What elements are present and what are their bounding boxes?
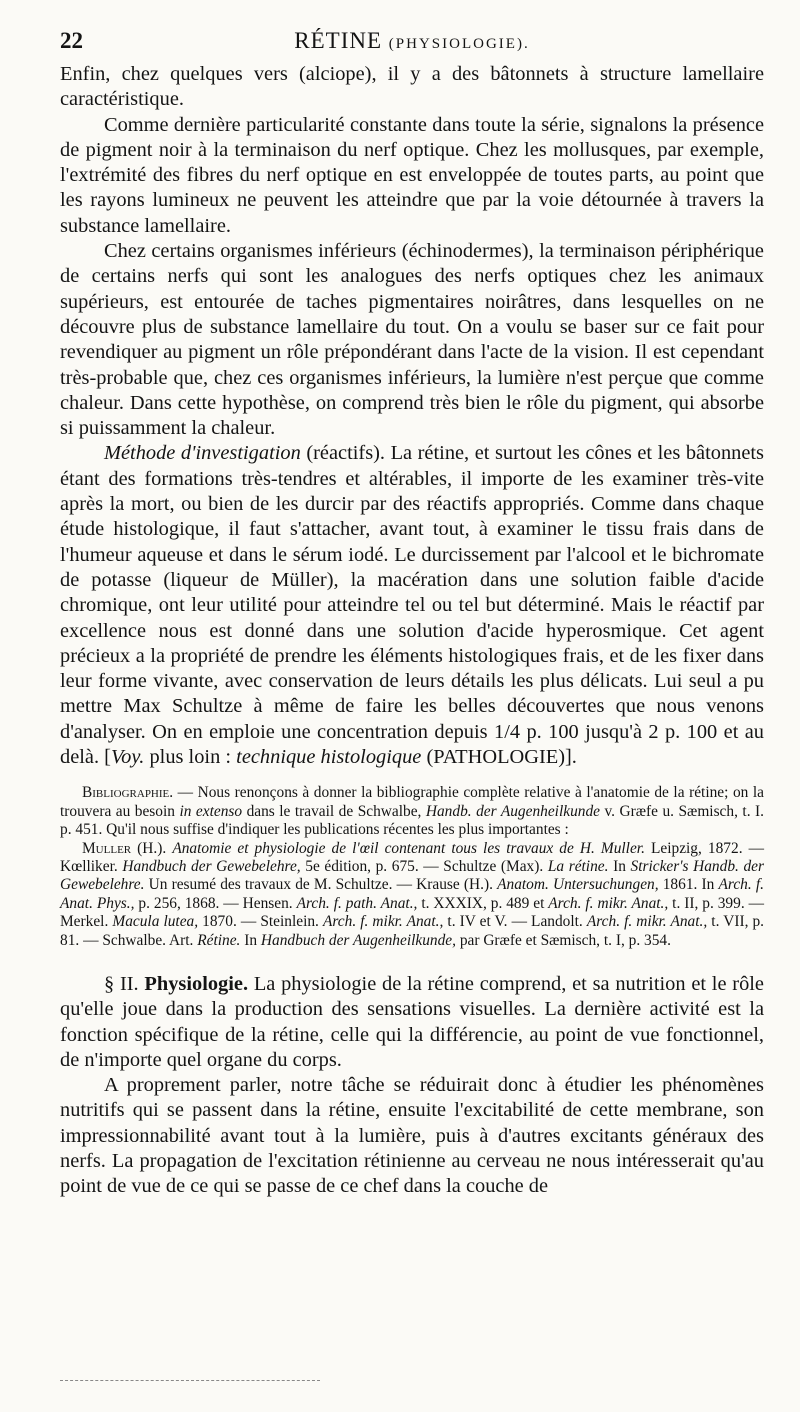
- bibliography: [60, 784, 764, 950]
- ref-title: Handbuch der Gewebelehre,: [122, 857, 301, 875]
- biblio-text-2: dans le travail de Schwalbe,: [242, 802, 426, 820]
- ref-title: Arch. f. Anat. Phys.,: [60, 876, 764, 912]
- ref-muller-title: Anatomie et physiologie de l'œil contenant tous les travaux de H. Muller.: [172, 839, 645, 857]
- methode-end: (PATHOLOGIE)].: [421, 746, 577, 769]
- ref-text: In: [608, 857, 631, 875]
- section-title: Physiologie.: [144, 972, 249, 995]
- ref-text: 1870. — Steinlein.: [198, 913, 323, 931]
- page-number: 22: [60, 28, 83, 53]
- technique-ref: technique histologique: [236, 746, 422, 769]
- running-title-main: RÉTINE: [294, 28, 383, 53]
- ref-text: par Græfe et Sæmisch, t. I, p. 354.: [455, 931, 671, 949]
- paragraph-echinodermes: Chez certains organismes inférieurs (échinodermes), la terminaison périphérique de certains nerfs qui sont les analogues des nerfs optiques chez les animaux supérieurs, est entourée de taches pigmentaires noirâtres, dans lesquelles on ne découvre plus de substance lamellaire du tout. On a voulu se baser sur ce fait pour revendiquer au pigment un rôle prépondérant dans l'acte de la vision. Il est cependant très-probable que, chez ces organismes inférieurs, la lumière n'est perçue que comme chaleur. Dans cette hypothèse, on comprend très bien le rôle du pigment, qui absorbe si puissamment la chaleur.: [60, 240, 764, 440]
- paragraph-methode: [60, 441, 764, 770]
- biblio-handb: Handb. der Augenheilkunde: [425, 802, 600, 820]
- methode-heading: Méthode d'investigation: [104, 442, 301, 465]
- voy-ref: Voy.: [110, 746, 145, 769]
- bibliography-label: Bibliographie.: [82, 784, 174, 802]
- running-title-sub: (PHYSIOLOGIE).: [388, 36, 530, 52]
- biblio-extenso: in extenso: [179, 802, 243, 820]
- ref-title: Stricker's Handb. der Gewebelehre.: [60, 857, 764, 894]
- ref-text: t. IV et V. — Landolt.: [443, 913, 587, 931]
- section-intro-paragraph: [60, 972, 764, 1073]
- ref-text: p. 256, 1868. — Hensen.: [134, 894, 297, 912]
- ref-text: 5e édition, p. 675. — Schultze (Max).: [300, 857, 548, 875]
- ref-text: t. XXXIX, p. 489 et: [417, 894, 549, 912]
- ref-title: Arch. f. mikr. Anat.,: [322, 913, 444, 931]
- paragraph-pigment: Comme dernière particularité constante dans toute la série, signalons la présence de pigment noir à la terminaison du nerf optique. Chez les mollusques, par exemple, l'extrémité des fibres du nerf optique en est enveloppée de toutes parts, au point que les rayons lumineux ne peuvent les atteindre que par la voie détournée à travers la substance lamellaire.: [60, 113, 764, 237]
- ref-text: Un resumé des travaux de M. Schultze. — Krause (H.).: [144, 876, 498, 894]
- page-body: [60, 62, 764, 1200]
- methode-text: (réactifs). La rétine, et surtout les cônes et les bâtonnets étant des formations très-tendres et altérables, il importe de les examiner très-vite après la mort, ou bien de les durcir par des réactifs appropriés. Comme dans chaque étude histologique, il faut s'attacher, avant tout, à examiner le tissu frais dans de l'humeur aqueuse et dans le sérum iodé. Le durcissement par l'alcool et le bichromate de potasse (liqueur de Müller), la macération dans une solution faible d'acide chromique, ont leur utilité pour atteindre tel ou tel but déterminé. Mais le réactif par excellence nous est donné dans une solution d'acide hyperosmique. Cet agent précieux a la propriété de prendre les éléments histologiques frais, et de les fixer dans leur forme vivante, avec conservation de leurs détails les plus délicats. Lui seul a pu mettre Max Schultze à même de faire les belles découvertes que nous venons d'analyser. On en emploie une concentration depuis 1/4 p. 100 jusqu'à 2 p. 100 et au delà. [: [60, 442, 764, 769]
- methode-mid: plus loin :: [144, 746, 237, 769]
- ref-text: 1861. In: [658, 876, 719, 894]
- section-marker: § II.: [104, 972, 139, 995]
- bibliography-references: [60, 840, 764, 950]
- ref-title: Arch. f. path. Anat.,: [296, 894, 418, 912]
- running-title: [60, 28, 764, 54]
- ref-title: Arch. f. mikr. Anat.,: [586, 913, 708, 931]
- section-text-1: La physiologie de la rétine comprend, et sa nutrition et le rôle qu'elle joue dans la production des sensations visuelles. La dernière activité est la fonction spécifique de la rétine, celle qui la différencie, au point de vue fonctionnel, de n'importe quel organe du corps.: [60, 972, 764, 1071]
- footer-rule: [60, 1380, 320, 1381]
- ref-title: Anatom. Untersuchungen,: [497, 876, 659, 894]
- ref-title: Handbuch der Augenheilkunde,: [260, 931, 456, 949]
- ref-title: La rétine.: [547, 857, 609, 875]
- running-header: [60, 22, 764, 58]
- biblio-text-1: — Nous renonçons à donner la bibliographie complète relative à l'anatomie de la rétine; on la trouvera au besoin: [60, 784, 764, 820]
- ref-text: t. II, p. 399. — Merkel.: [60, 894, 764, 931]
- ref-text: t. VII, p. 81. — Schwalbe. Art.: [60, 913, 765, 949]
- ref-text: In: [240, 931, 261, 949]
- section-paragraph-2: A proprement parler, notre tâche se réduirait donc à étudier les phénomènes nutritifs qui se passent dans la rétine, ensuite l'excitabilité de cette membrane, son impressionnabilité avant tout à la lumière, puis à d'autres excitants généraux des nerfs. La propagation de l'excitation rétinienne au cerveau ne nous intéresserait qu'au point de vue de ce qui se passe de ce chef dans la couche de: [60, 1074, 764, 1198]
- ref-title: Macula lutea,: [112, 913, 199, 931]
- paragraph-alciope: Enfin, chez quelques vers (alciope), il y a des bâtonnets à structure lamellaire caractéristique.: [60, 63, 764, 111]
- ref-title: Arch. f. mikr. Anat.,: [548, 894, 669, 912]
- section-physiologie: [60, 972, 764, 1200]
- biblio-text-3: v. Græfe u. Sæmisch, t. I. p. 451. Qu'il nous suffise d'indiquer les publications récentes les plus importantes :: [60, 802, 765, 839]
- ref-muller: Muller (H.).: [82, 839, 173, 857]
- ref-title: Rétine.: [197, 931, 241, 949]
- ref-text: Leipzig, 1872. — Kœlliker.: [60, 839, 764, 875]
- bibliography-intro: [60, 784, 764, 839]
